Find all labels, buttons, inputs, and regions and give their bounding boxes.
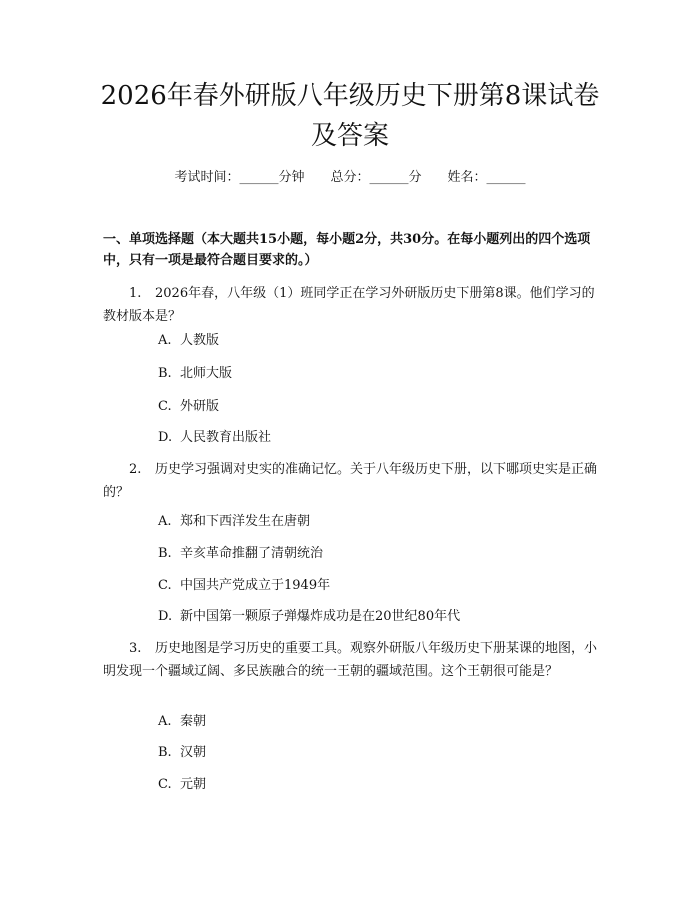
question-1	[103, 282, 601, 328]
option-text: 秦朝	[180, 714, 207, 729]
question-number: 3.	[129, 641, 142, 656]
option-text: 辛亥革命推翻了清朝统治	[180, 546, 324, 561]
option-text: 北师大版	[180, 366, 233, 381]
question-2	[103, 458, 601, 504]
option-2a	[158, 512, 310, 532]
option-1b	[158, 364, 232, 384]
option-letter: B.	[158, 546, 172, 561]
option-letter: C.	[158, 777, 172, 792]
section-heading: 一、单项选择题（本大题共15小题，每小题2分，共30分。在每小题列出的四个选项中，只有一项是最符合题目要求的。）	[103, 232, 591, 268]
option-1d	[158, 428, 271, 448]
option-letter: C.	[158, 399, 172, 414]
option-letter: B.	[158, 366, 172, 381]
option-2d	[158, 607, 460, 627]
option-text: 人民教育出版社	[180, 430, 272, 445]
option-2c	[158, 576, 330, 596]
exam-time-label: 考试时间：______分钟	[174, 170, 305, 185]
option-1c	[158, 397, 219, 417]
option-letter: A.	[158, 714, 172, 729]
option-letter: A.	[158, 514, 172, 529]
exam-meta-line	[0, 168, 700, 188]
option-2b	[158, 544, 323, 564]
option-text: 元朝	[180, 777, 207, 792]
question-number: 1.	[129, 286, 142, 301]
option-text: 人教版	[180, 333, 220, 348]
question-3	[103, 637, 601, 683]
question-number: 2.	[129, 462, 142, 477]
page-title: 2026年春外研版八年级历史下册第8课试卷及答案	[100, 81, 600, 151]
option-letter: C.	[158, 578, 172, 593]
option-3b	[158, 743, 206, 763]
option-text: 新中国第一颗原子弹爆炸成功是在20世纪80年代	[180, 609, 461, 624]
option-text: 外研版	[180, 399, 220, 414]
option-3a	[158, 712, 206, 732]
option-text: 汉朝	[180, 745, 207, 760]
option-1a	[158, 331, 219, 351]
student-name-label: 姓名：______	[447, 170, 526, 185]
option-3c	[158, 775, 206, 795]
option-letter: A.	[158, 333, 172, 348]
option-letter: D.	[158, 430, 173, 445]
question-text: 历史学习强调对史实的准确记忆。关于八年级历史下册，以下哪项史实是正确的？	[103, 462, 598, 500]
option-letter: B.	[158, 745, 172, 760]
question-text: 历史地图是学习历史的重要工具。观察外研版八年级历史下册某课的地图，小明发现一个疆域辽阔、多民族融合的统一王朝的疆域范围。这个王朝很可能是？	[103, 641, 598, 679]
question-text: 2026年春，八年级（1）班同学正在学习外研版历史下册第8课。他们学习的教材版本是？	[103, 286, 595, 324]
option-letter: D.	[158, 609, 173, 624]
total-score-label: 总分：______分	[330, 170, 422, 185]
option-text: 郑和下西洋发生在唐朝	[180, 514, 311, 529]
option-text: 中国共产党成立于1949年	[180, 578, 331, 593]
